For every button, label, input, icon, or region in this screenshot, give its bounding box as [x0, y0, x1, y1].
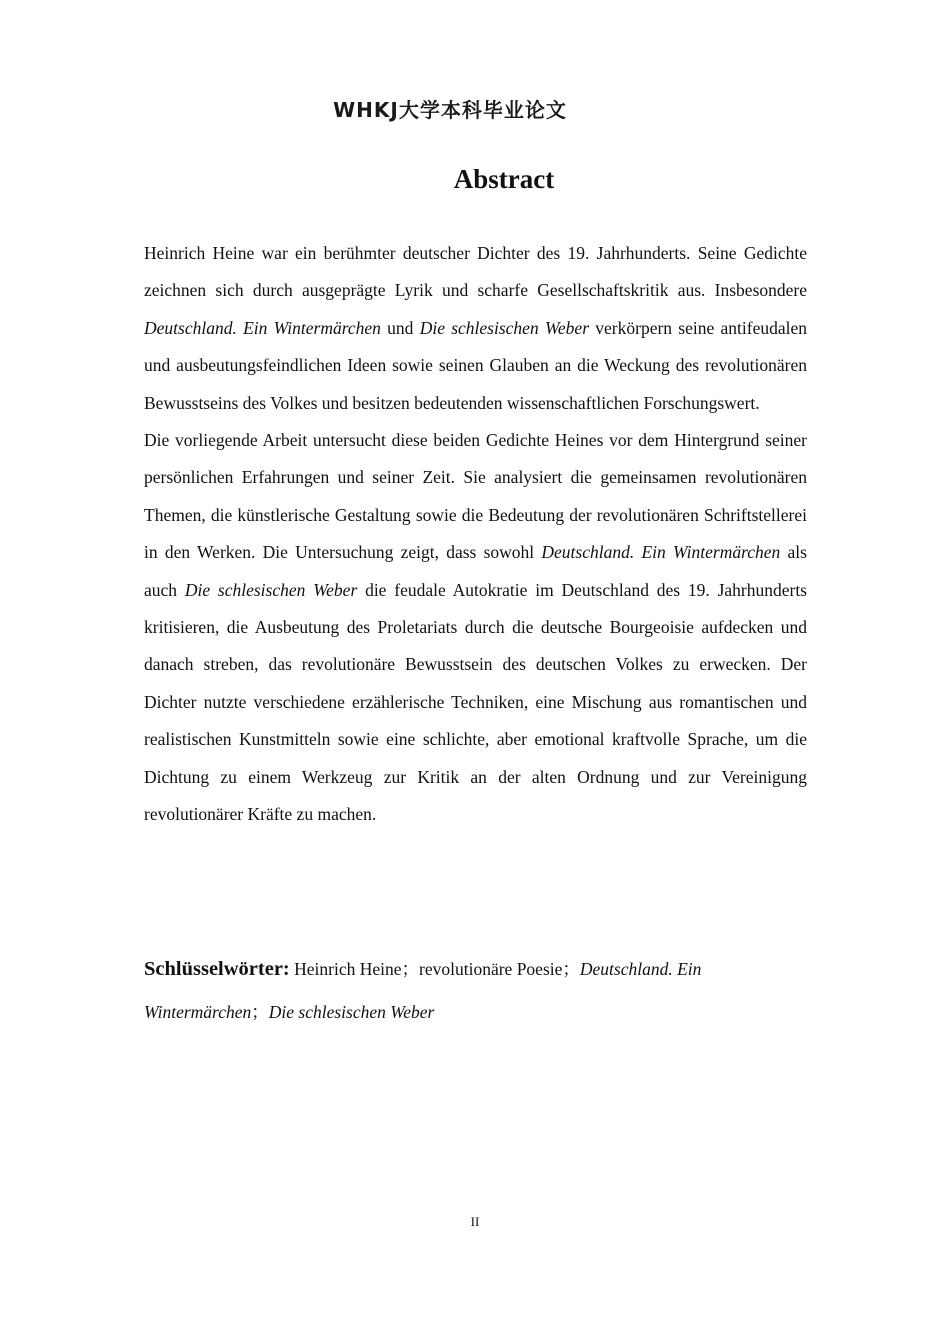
keyword-separator: ；	[562, 959, 580, 979]
keywords-label: Schlüsselwörter:	[144, 958, 290, 980]
abstract-body	[144, 235, 807, 834]
italic-title: Die schlesischen Weber	[419, 317, 590, 338]
paragraph-text: die feudale Autokratie im Deutschland des 19. Jahrhunderts kritisieren, die Ausbeutung des Proletariats durch die deutsche Bourgeoisie aufdecken und danach streben, das revolutionäre Bewusstsein des deutschen Volkes zu erwecken. Der Dichter nutzte verschiedene erzählerische Techniken, eine Mischung aus romantischen und realistischen Kunstmitteln sowie eine schlichte, aber emotional kraftvolle Sprache, um die Dichtung zu einem Werkzeug zur Kritik an der alten Ordnung und zur Vereinigung revolutionärer Kräfte zu machen.	[144, 579, 807, 825]
keyword: revolutionäre Poesie	[419, 959, 563, 979]
paragraph-text: Heinrich Heine war ein berühmter deutscher Dichter des 19. Jahrhunderts. Seine Gedichte zeichnen sich durch ausgeprägte Lyrik und scharfe Gesellschaftskritik aus. Insbesondere	[144, 243, 807, 301]
keyword-separator: ；	[401, 959, 420, 979]
abstract-title: Abstract	[453, 164, 555, 194]
paragraph-text: und	[380, 317, 420, 338]
keyword: Die schlesischen Weber	[268, 1002, 435, 1022]
paragraph-text: Die vorliegende Arbeit untersucht diese beiden Gedichte Heines vor dem Hintergrund seiner persönlichen Erfahrungen und seiner Zeit. Sie analysiert die gemeinsamen revolutionären Themen, die künstlerische Gestaltung sowie die Bedeutung der revolutionären Schriftstellerei in den Werken. Die Untersuchung zeigt, dass sowohl	[144, 430, 807, 563]
abstract-paragraph-2	[144, 422, 807, 833]
page-header: WHKJ大学本科毕业论文	[333, 98, 567, 122]
keyword: Deutschland. Ein Wintermärchen	[144, 959, 702, 1022]
paragraph-text: als auch	[144, 542, 807, 600]
paragraph-text: verkörpern seine antifeudalen und ausbeutungsfeindlichen Ideen sowie seinen Glauben an die Weckung des revolutionären Bewusstseins des Volkes und besitzen bedeutenden wissenschaftlichen Forschungswert.	[144, 317, 807, 413]
keyword-separator: ；	[251, 1002, 269, 1022]
keywords-section	[144, 948, 807, 1034]
abstract-paragraph-1	[144, 235, 807, 422]
italic-title: Deutschland. Ein Wintermärchen	[144, 317, 381, 338]
keyword: Heinrich Heine	[289, 959, 402, 979]
italic-title: Die schlesischen Weber	[184, 579, 358, 600]
italic-title: Deutschland. Ein Wintermärchen	[541, 542, 781, 563]
page-number: II	[470, 1214, 480, 1229]
